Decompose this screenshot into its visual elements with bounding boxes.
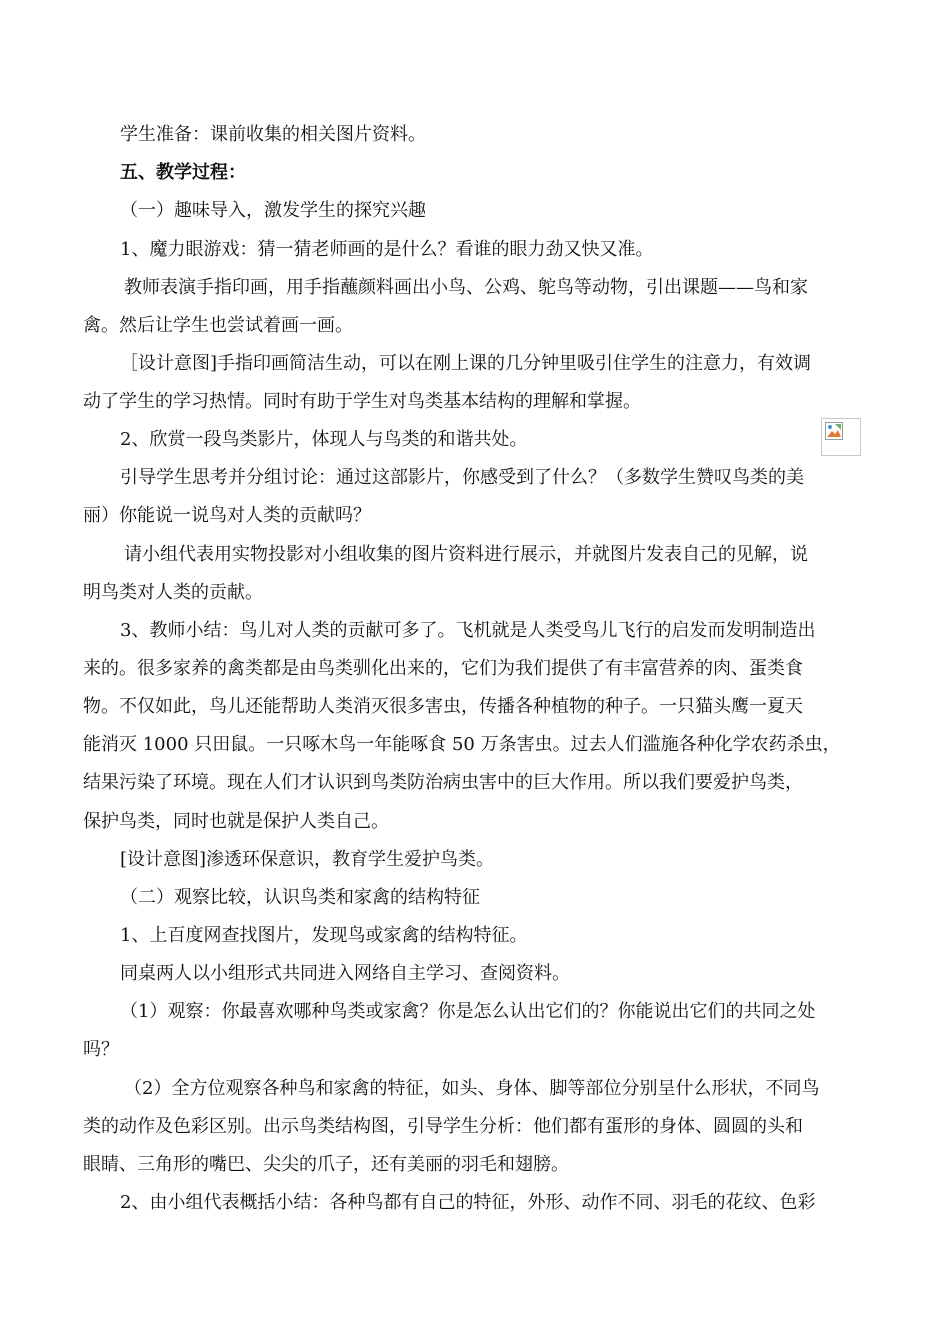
paragraph-line: 来的。很多家养的禽类都是由鸟类驯化出来的，它们为我们提供了有丰富营养的肉、蛋类食 <box>83 658 803 679</box>
student-preparation-line: 学生准备：课前收集的相关图片资料。 <box>120 124 426 145</box>
paragraph-line: 教师表演手指印画，用手指蘸颜料画出小鸟、公鸡、鸵鸟等动物，引出课题——鸟和家 <box>124 277 808 298</box>
design-intent-line: ［设计意图]手指印画简洁生动，可以在刚上课的几分钟里吸引住学生的注意力，有效调 <box>120 353 812 374</box>
design-intent-line: [设计意图]渗透环保意识，教育学生爱护鸟类。 <box>120 849 495 870</box>
paragraph-line: 明鸟类对人类的贡献。 <box>83 582 263 603</box>
section-heading-teaching-process: 五、教学过程： <box>120 162 246 183</box>
paragraph-line: 3、教师小结：鸟儿对人类的贡献可多了。飞机就是人类受鸟儿飞行的启发而发明制造出 <box>120 620 816 641</box>
paragraph-line: 保护鸟类，同时也就是保护人类自己。 <box>83 811 389 832</box>
paragraph-line: （1）观察：你最喜欢哪种鸟类或家禽？你是怎么认出它们的？你能说出它们的共同之处 <box>120 1001 816 1022</box>
paragraph-line: （2）全方位观察各种鸟和家禽的特征，如头、身体、脚等部位分别呈什么形状，不同鸟 <box>124 1078 820 1099</box>
paragraph-line: 结果污染了环境。现在人们才认识到鸟类防治病虫害中的巨大作用。所以我们要爱护鸟类， <box>83 772 803 793</box>
paragraph-line: 丽）你能说一说鸟对人类的贡献吗？ <box>83 505 371 526</box>
subsection-heading-observe: （二）观察比较，认识鸟类和家禽的结构特征 <box>120 887 480 908</box>
paragraph-line: 1、上百度网查找图片，发现鸟或家禽的结构特征。 <box>120 925 528 946</box>
paragraph-line: 动了学生的学习热情。同时有助于学生对鸟类基本结构的理解和掌握。 <box>83 391 641 412</box>
paragraph-line: 眼睛、三角形的嘴巴、尖尖的爪子，还有美丽的羽毛和翅膀。 <box>83 1154 569 1175</box>
paragraph-line: 同桌两人以小组形式共同进入网络自主学习、查阅资料。 <box>120 963 570 984</box>
paragraph-line: 类的动作及色彩区别。出示鸟类结构图，引导学生分析：他们都有蛋形的身体、圆圆的头和 <box>83 1116 803 1137</box>
paragraph-line: 禽。然后让学生也尝试着画一画。 <box>83 315 353 336</box>
paragraph-line: 物。不仅如此，鸟儿还能帮助人类消灭很多害虫，传播各种植物的种子。一只猫头鹰一夏天 <box>83 696 803 717</box>
paragraph-line: 请小组代表用实物投影对小组收集的图片资料进行展示，并就图片发表自己的见解，说 <box>124 544 808 565</box>
paragraph-line: 2、欣赏一段鸟类影片，体现人与鸟类的和谐共处。 <box>120 429 528 450</box>
paragraph-line: 2、由小组代表概括小结：各种鸟都有自己的特征，外形、动作不同、羽毛的花纹、色彩 <box>120 1192 816 1213</box>
broken-image-icon <box>821 418 861 456</box>
subsection-heading-intro: （一）趣味导入，激发学生的探究兴趣 <box>120 200 426 221</box>
paragraph-line: 1、魔力眼游戏：猜一猜老师画的是什么？看谁的眼力劲又快又准。 <box>120 239 654 260</box>
paragraph-line: 引导学生思考并分组讨论：通过这部影片，你感受到了什么？（多数学生赞叹鸟类的美 <box>120 467 804 488</box>
paragraph-line: 能消灭 1000 只田鼠。一只啄木鸟一年能啄食 50 万条害虫。过去人们滥施各种化学农药杀虫， <box>83 734 841 755</box>
paragraph-line: 吗？ <box>83 1039 119 1060</box>
